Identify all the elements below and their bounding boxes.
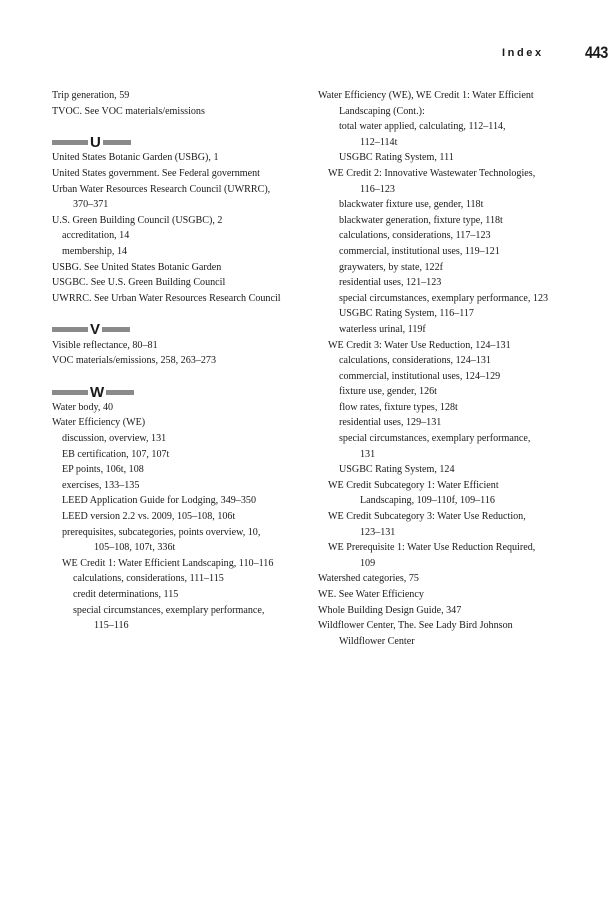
index-entry: 115–116 (94, 620, 129, 632)
index-entry: special circumstances, exemplary performance, 123 (339, 292, 549, 304)
index-entry: 105–108, 107t, 336t (94, 542, 176, 554)
index-entry: flow rates, fixture types, 128t (339, 401, 458, 413)
index-entry: 123–131 (360, 526, 396, 538)
index-entry: special circumstances, exemplary performance, (73, 604, 265, 616)
index-entry: accreditation, 14 (62, 230, 130, 242)
index-entry: Trip generation, 59 (52, 90, 130, 101)
index-entry: commercial, institutional uses, 119–121 (339, 245, 500, 257)
index-entry: TVOC. See VOC materials/emissions (52, 105, 205, 117)
index-entry: USGBC Rating System, 111 (339, 152, 454, 164)
index-entry: 131 (360, 448, 376, 460)
index-column-left (52, 88, 302, 634)
index-entry: Wildflower Center (339, 635, 415, 647)
index-entry: VOC materials/emissions, 258, 263–273 (52, 355, 217, 367)
index-entry: Visible reflectance, 80–81 (52, 339, 158, 351)
index-entry: WE. See Water Efficiency (318, 589, 424, 600)
index-entry: 112–114t (360, 136, 398, 148)
index-entry: USBG. See United States Botanic Garden (52, 261, 222, 273)
index-entry: credit determinations, 115 (73, 589, 179, 600)
index-entry: Landscaping (Cont.): (339, 105, 425, 117)
section-letter: V (90, 321, 101, 339)
running-header-section: Index (502, 47, 544, 59)
index-entry: USGBC Rating System, 124 (339, 464, 455, 476)
index-entry: residential uses, 121–123 (339, 277, 442, 289)
index-entry: EB certification, 107, 107t (62, 448, 170, 460)
index-entry: U.S. Green Building Council (USGBC), 2 (52, 214, 223, 226)
index-entry: Wildflower Center, The. See Lady Bird Johnson (318, 620, 513, 632)
index-entry: WE Credit Subcategory 1: Water Efficient (328, 479, 499, 491)
index-entry: discussion, overview, 131 (62, 433, 167, 445)
index-entry: United States government. See Federal government (52, 167, 260, 179)
index-entry: commercial, institutional uses, 124–129 (339, 370, 501, 382)
index-entry: calculations, considerations, 111–115 (73, 573, 224, 585)
divider-bar (52, 390, 88, 395)
index-entry: Water Efficiency (WE) (52, 417, 146, 429)
index-entry: blackwater generation, fixture type, 118t (339, 214, 503, 226)
divider-bar (52, 140, 88, 145)
letter-divider-v (52, 322, 302, 338)
index-entry: special circumstances, exemplary performance, (339, 433, 531, 445)
index-entry: exercises, 133–135 (62, 479, 140, 491)
section-letter: U (90, 134, 101, 152)
index-entry: USGBC Rating System, 116–117 (339, 308, 474, 320)
index-entry: United States Botanic Garden (USBG), 1 (52, 152, 219, 164)
index-entry: WE Prerequisite 1: Water Use Reduction Required, (328, 542, 536, 554)
index-entry: Whole Building Design Guide, 347 (318, 604, 462, 616)
section-letter: W (90, 383, 105, 401)
index-entry: Water body, 40 (52, 401, 114, 413)
index-entry: UWRRC. See Urban Water Resources Research Council (52, 292, 281, 304)
divider-bar (52, 327, 88, 332)
index-entry: LEED version 2.2 vs. 2009, 105–108, 106t (62, 511, 236, 523)
index-entry: USGBC. See U.S. Green Building Council (52, 277, 226, 289)
index-entry: Watershed categories, 75 (318, 573, 419, 585)
divider-bar (102, 327, 130, 332)
page-number: 443 (585, 43, 608, 62)
index-entry: 370–371 (73, 199, 109, 211)
index-entry: EP points, 106t, 108 (62, 464, 144, 476)
index-entry: WE Credit Subcategory 3: Water Use Reduction, (328, 511, 526, 523)
index-entry: Landscaping, 109–110f, 109–116 (360, 495, 495, 507)
index-entry: total water applied, calculating, 112–114, (339, 121, 506, 133)
index-entry: fixture use, gender, 126t (339, 386, 437, 398)
index-entry: WE Credit 1: Water Efficient Landscaping, 110–116 (62, 557, 274, 569)
index-entry: 109 (360, 557, 376, 569)
index-entry: Urban Water Resources Research Council (UWRRC), (52, 183, 271, 195)
index-entry: waterless urinal, 119f (339, 323, 426, 335)
index-entry: LEED Application Guide for Lodging, 349–350 (62, 495, 256, 507)
index-entry: WE Credit 3: Water Use Reduction, 124–131 (328, 339, 511, 351)
index-entry: calculations, considerations, 117–123 (339, 230, 491, 242)
index-entry: residential uses, 129–131 (339, 417, 442, 429)
index-entry: 116–123 (360, 183, 395, 195)
index-entry: calculations, considerations, 124–131 (339, 355, 491, 367)
index-column-right (318, 88, 574, 649)
index-entry: blackwater fixture use, gender, 118t (339, 199, 484, 211)
divider-bar (106, 390, 134, 395)
divider-bar (103, 140, 131, 145)
index-entry: Water Efficiency (WE), WE Credit 1: Water Efficient (318, 90, 534, 101)
index-entry: graywaters, by state, 122f (339, 261, 443, 273)
index-entry: WE Credit 2: Innovative Wastewater Technologies, (328, 167, 536, 179)
letter-divider-w (52, 384, 302, 400)
index-entry: prerequisites, subcategories, points overview, 10, (62, 526, 261, 538)
letter-divider-u (52, 135, 302, 151)
index-entry: membership, 14 (62, 245, 128, 257)
